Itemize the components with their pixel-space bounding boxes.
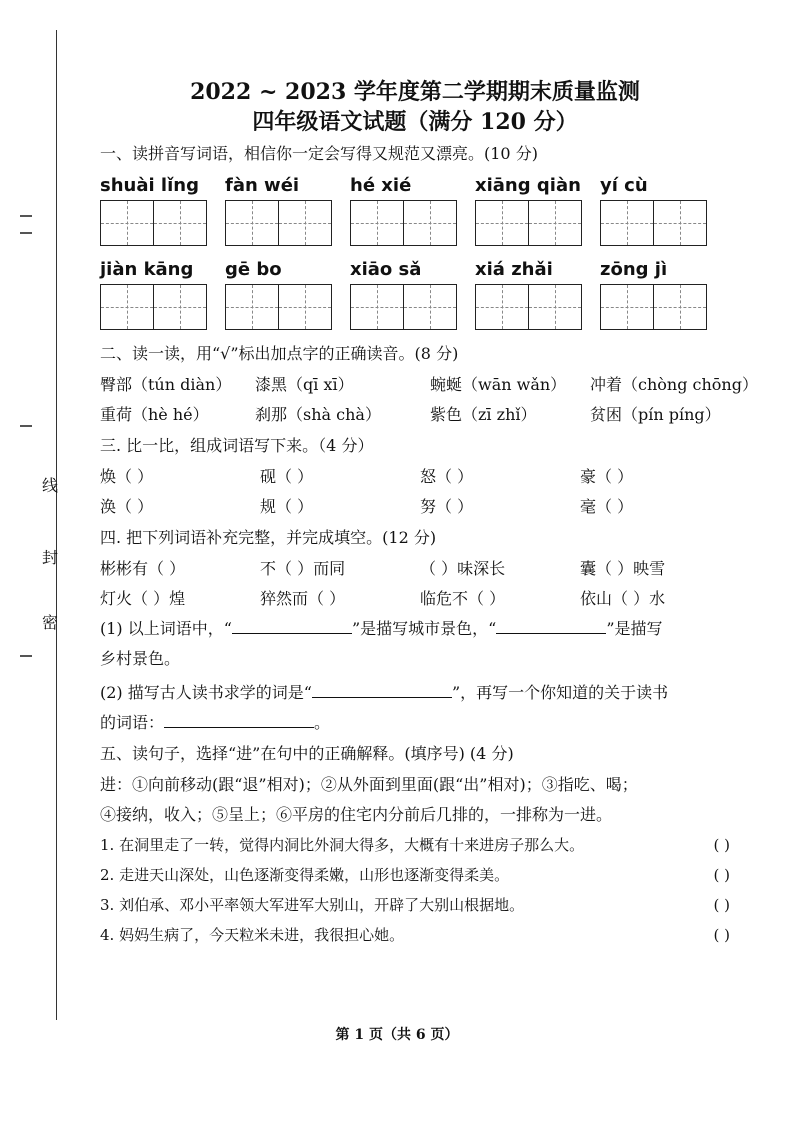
binding-dash	[20, 232, 32, 234]
exam-page	[100, 78, 758, 950]
question-4-2	[100, 678, 730, 708]
pinyin-item	[350, 172, 457, 246]
compare-item[interactable]: 努（ ）	[420, 497, 474, 516]
compare-item[interactable]: 规（ ）	[260, 497, 314, 516]
section-3-heading: 三. 比一比，组成词语写下来。（4 分）	[100, 436, 374, 455]
binding-dash	[20, 425, 32, 427]
reading-row-2	[100, 400, 730, 430]
pinyin-item	[350, 256, 457, 330]
answer-paren[interactable]: ( )	[713, 836, 730, 854]
answer-blank[interactable]	[232, 615, 352, 634]
definition-line-2: ④接纳，收入；⑤呈上；⑥平房的住宅内分前后几排的，一排称为一进。	[100, 805, 613, 824]
binding-text-secret: 密	[41, 613, 58, 632]
definition-line-1: 进：①向前移动(跟“退”相对)；②从外面到里面(跟“出”相对)；③指吃、喝；	[100, 775, 638, 794]
binding-text-line: 线	[41, 476, 58, 495]
sentence-item	[100, 830, 730, 860]
exam-title: 2022 ~ 2023 学年度第二学期期末质量监测	[190, 79, 640, 105]
idiom-item[interactable]: 囊（ ）映雪	[580, 559, 666, 578]
idiom-row-2	[100, 584, 730, 614]
binding-dash	[20, 215, 32, 217]
writing-box[interactable]	[600, 200, 707, 246]
compare-row-1	[100, 462, 730, 492]
sentence-text: 3. 刘伯承、邓小平率领大军进军大别山，开辟了大别山根据地。	[100, 896, 525, 914]
pinyin-label: jiàn kāng	[100, 259, 194, 280]
idiom-item[interactable]: 依山（ ）水	[580, 589, 666, 608]
reading-row-1	[100, 370, 758, 400]
pinyin-label: zōng jì	[600, 259, 668, 280]
writing-box[interactable]	[600, 284, 707, 330]
reading-item[interactable]: 漆黑（qī xī）	[255, 375, 354, 394]
reading-item[interactable]: 冲着（chòng chōng）	[590, 375, 758, 394]
compare-item[interactable]: 怒（ ）	[420, 467, 474, 486]
reading-item[interactable]: 刹那（shà chà）	[255, 405, 381, 424]
sentence-item	[100, 860, 730, 890]
question-text: (1) 以上词语中，“	[100, 619, 232, 638]
question-text: 。	[314, 713, 331, 732]
pinyin-row-1	[100, 172, 730, 246]
writing-box[interactable]	[475, 200, 582, 246]
sentence-text: 2. 走进天山深处，山色逐渐变得柔嫩，山形也逐渐变得柔美。	[100, 866, 510, 884]
writing-box[interactable]	[475, 284, 582, 330]
page-footer: 第 1 页（共 6 页）	[335, 1027, 459, 1043]
answer-paren[interactable]: ( )	[713, 866, 730, 884]
idiom-item[interactable]: 临危不（ ）	[420, 589, 506, 608]
idiom-item[interactable]: （ ）味深长	[420, 559, 506, 578]
pinyin-item	[225, 172, 332, 246]
section-4-heading: 四. 把下列词语补充完整，并完成填空。(12 分)	[100, 528, 437, 547]
pinyin-label: fàn wéi	[225, 175, 300, 196]
compare-item[interactable]: 涣（ ）	[100, 497, 154, 516]
binding-dash	[20, 655, 32, 657]
idiom-item[interactable]: 彬彬有（ ）	[100, 559, 186, 578]
section-5-heading: 五、读句子，选择“进”在句中的正确解释。(填序号) (4 分)	[100, 744, 514, 763]
pinyin-item	[600, 256, 707, 330]
pinyin-label: xiāo sǎ	[350, 259, 422, 280]
pinyin-label: hé xié	[350, 175, 412, 196]
pinyin-row-2	[100, 256, 730, 330]
idiom-item[interactable]: 不（ ）而同	[260, 559, 346, 578]
writing-box[interactable]	[225, 200, 332, 246]
pinyin-label: xiá zhǎi	[475, 259, 553, 280]
section-1-heading: 一、读拼音写词语，相信你一定会写得又规范又漂亮。(10 分)	[100, 144, 538, 163]
exam-subtitle: 四年级语文试题（满分 120 分）	[252, 109, 578, 135]
writing-box[interactable]	[225, 284, 332, 330]
pinyin-label: yí cù	[600, 175, 648, 196]
sentence-item	[100, 890, 730, 920]
compare-item[interactable]: 砚（ ）	[260, 467, 314, 486]
answer-blank[interactable]	[164, 709, 314, 728]
question-text: (2) 描写古人读书求学的词是“	[100, 683, 312, 702]
question-text: ”，再写一个你知道的关于读书	[451, 683, 669, 702]
pinyin-item	[100, 172, 207, 246]
sentence-text: 4. 妈妈生病了，今天粒米未进，我很担心她。	[100, 926, 405, 944]
idiom-item[interactable]: 灯火（ ）煌	[100, 589, 186, 608]
pinyin-label: gē bo	[225, 259, 282, 280]
section-2-heading: 二、读一读，用“√”标出加点字的正确读音。(8 分)	[100, 344, 459, 363]
pinyin-item	[475, 256, 582, 330]
question-4-2-cont	[100, 708, 730, 738]
pinyin-item	[475, 172, 582, 246]
pinyin-label: xiāng qiàn	[475, 175, 581, 196]
reading-item[interactable]: 贫困（pín píng）	[590, 405, 721, 424]
compare-row-2	[100, 492, 730, 522]
question-4-1-cont: 乡村景色。	[100, 649, 181, 668]
writing-box[interactable]	[100, 284, 207, 330]
reading-item[interactable]: 臀部（tún diàn）	[100, 375, 232, 394]
binding-line	[56, 30, 57, 1020]
reading-item[interactable]: 重荷（hè hé）	[100, 405, 209, 424]
question-4-1	[100, 614, 730, 644]
binding-text-seal: 封	[41, 548, 58, 567]
writing-box[interactable]	[350, 284, 457, 330]
writing-box[interactable]	[350, 200, 457, 246]
answer-paren[interactable]: ( )	[713, 926, 730, 944]
binding-margin	[0, 0, 72, 1122]
compare-item[interactable]: 豪（ ）	[580, 467, 634, 486]
sentence-text: 1. 在洞里走了一转，觉得内洞比外洞大得多，大概有十来进房子那么大。	[100, 836, 585, 854]
pinyin-label: shuài lǐng	[100, 175, 199, 196]
answer-blank[interactable]	[312, 679, 452, 698]
idiom-row-1	[100, 554, 730, 584]
question-text: ”是描写	[606, 619, 663, 638]
sentence-item	[100, 920, 730, 950]
pinyin-item	[225, 256, 332, 330]
question-text: 的词语：	[100, 713, 165, 732]
compare-item[interactable]: 毫（ ）	[580, 497, 634, 516]
idiom-item[interactable]: 猝然而（ ）	[260, 589, 346, 608]
reading-item[interactable]: 蜿蜒（wān wǎn）	[430, 375, 567, 394]
compare-item[interactable]: 焕（ ）	[100, 467, 154, 486]
reading-item[interactable]: 紫色（zī zhǐ）	[430, 405, 537, 424]
pinyin-item	[100, 256, 207, 330]
writing-box[interactable]	[100, 200, 207, 246]
answer-paren[interactable]: ( )	[713, 896, 730, 914]
pinyin-item	[600, 172, 707, 246]
question-text: ”是描写城市景色，“	[351, 619, 497, 638]
answer-blank[interactable]	[496, 615, 606, 634]
